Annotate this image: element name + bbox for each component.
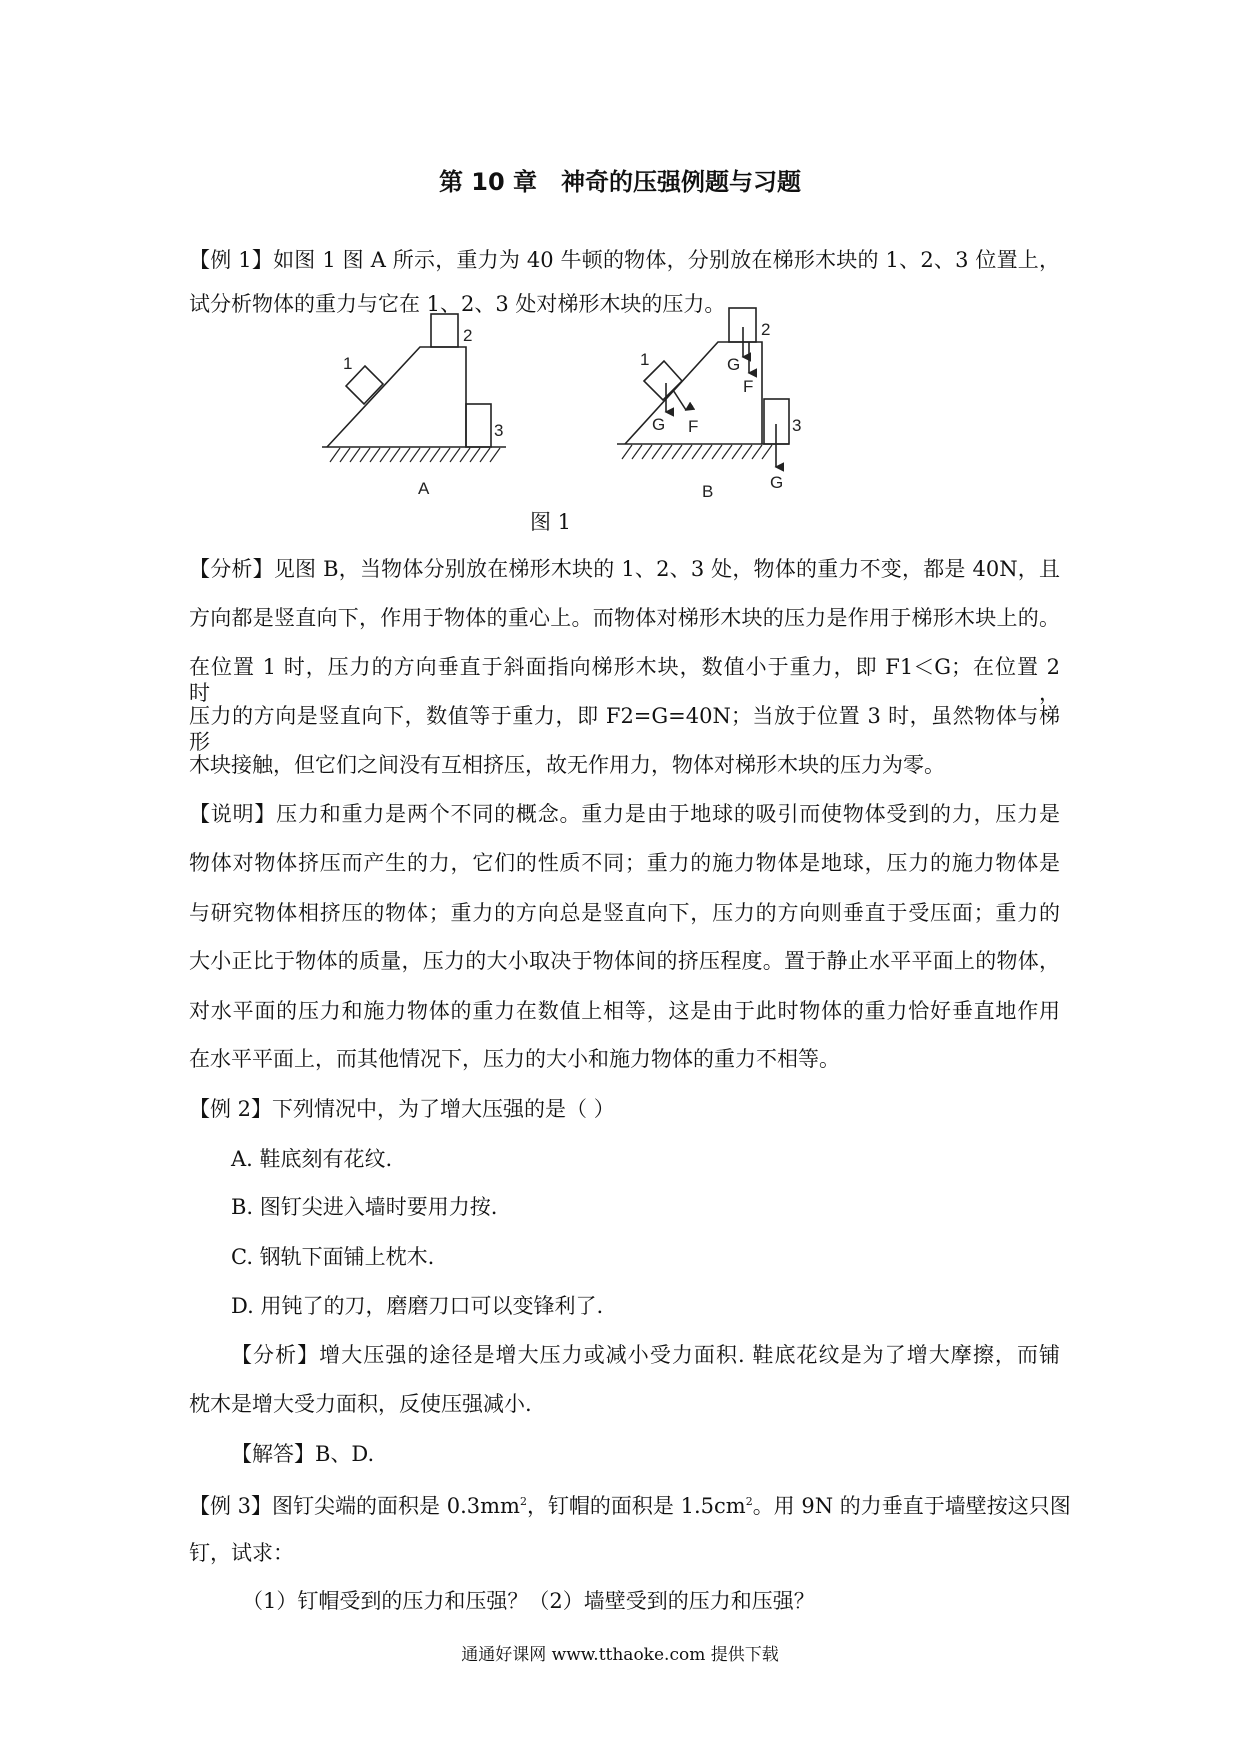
text: 。用 9N 的力垂直于墙壁按这只图 <box>752 1494 1071 1518</box>
example2-question: 【例 2】下列情况中，为了增大压强的是（ ） <box>189 1097 615 1121</box>
block-position-2 <box>431 314 458 347</box>
page-title: 第 10 章 神奇的压强例题与习题 <box>438 168 802 196</box>
figure-1 <box>0 0 1240 560</box>
analysis-line: 方向都是竖直向下，作用于物体的重心上。而物体对梯形木块的压力是作用于梯形木块上的。 <box>189 606 1060 630</box>
force-label-g: G <box>652 415 666 434</box>
arrow-f-1 <box>673 390 686 410</box>
note-line: 物体对物体挤压而产生的力，它们的性质不同；重力的施力物体是地球，压力的施力物体是 <box>189 851 1060 875</box>
label-position-1: 1 <box>640 350 650 369</box>
note-line: 【说明】压力和重力是两个不同的概念。重力是由于地球的吸引而使物体受到的力，压力是 <box>189 802 1060 826</box>
text: ，钉帽的面积是 1.5cm <box>526 1494 746 1518</box>
example2-analysis-line: 枕木是增大受力面积，反使压强减小. <box>189 1392 532 1416</box>
label-position-3: 3 <box>494 421 504 440</box>
option-d: D. 用钝了的刀，磨磨刀口可以变锋利了. <box>231 1294 604 1318</box>
note-line: 对水平面的压力和施力物体的重力在数值上相等，这是由于此时物体的重力恰好垂直地作用 <box>189 999 1060 1023</box>
footer: 通通好课网 www.tthaoke.com 提供下载 <box>461 1645 779 1665</box>
note-line: 与研究物体相挤压的物体；重力的方向总是竖直向下，压力的方向则垂直于受压面；重力的 <box>189 901 1060 925</box>
label-position-3: 3 <box>792 416 802 435</box>
superscript: 2 <box>519 1495 527 1508</box>
label-position-1: 1 <box>343 354 353 373</box>
superscript: 2 <box>745 1495 753 1508</box>
option-c: C. 钢轨下面铺上枕木. <box>231 1245 435 1269</box>
ground-hatch <box>622 445 772 459</box>
block-position-3 <box>466 404 491 447</box>
force-label-f: F <box>743 377 754 396</box>
option-a: A. 鞋底刻有花纹. <box>231 1147 393 1171</box>
label-position-2: 2 <box>761 320 771 339</box>
force-label-f: F <box>688 417 699 436</box>
ground-hatch <box>330 448 500 462</box>
analysis-line: 在位置 1 时，压力的方向垂直于斜面指向梯形木块，数值小于重力，即 F1＜G；在位置 2 时， <box>189 655 1060 705</box>
example1-line: 试分析物体的重力与它在 1、2、3 处对梯形木块的压力。 <box>189 292 726 316</box>
analysis-line: 压力的方向是竖直向下，数值等于重力，即 F2=G=40N；当放于位置 3 时，虽然物体与梯形 <box>189 704 1060 754</box>
panel-a-label: A <box>418 479 430 498</box>
analysis-line: 木块接触，但它们之间没有互相挤压，故无作用力，物体对梯形木块的压力为零。 <box>189 753 945 777</box>
example3-questions: （1）钉帽受到的压力和压强？（2）墙壁受到的压力和压强？ <box>242 1589 815 1613</box>
panel-b-label: B <box>702 482 714 501</box>
example3-line: 钉，试求： <box>189 1541 294 1565</box>
force-label-g: G <box>770 473 784 492</box>
example2-answer: 【解答】B、D. <box>231 1442 375 1466</box>
figure-panel-a <box>322 314 506 462</box>
note-line: 大小正比于物体的质量，压力的大小取决于物体间的挤压程度。置于静止水平平面上的物体， <box>189 949 1060 973</box>
example2-analysis-line: 【分析】增大压强的途径是增大压力或减小受力面积. 鞋底花纹是为了增大摩擦，而铺 <box>231 1343 1060 1367</box>
note-line: 在水平平面上，而其他情况下，压力的大小和施力物体的重力不相等。 <box>189 1047 840 1071</box>
text: 【例 3】图钉尖端的面积是 0.3mm <box>189 1494 520 1518</box>
analysis-line: 【分析】见图 B，当物体分别放在梯形木块的 1、2、3 处，物体的重力不变，都是 40N，且 <box>189 557 1060 581</box>
force-label-g: G <box>727 355 741 374</box>
example1-line: 【例 1】如图 1 图 A 所示，重力为 40 牛顿的物体，分别放在梯形木块的 1、2、3 位置上， <box>189 248 1060 272</box>
label-position-2: 2 <box>463 326 473 345</box>
example3-line <box>189 1489 1071 1519</box>
figure-caption: 图 1 <box>530 510 572 534</box>
option-b: B. 图钉尖进入墙时要用力按. <box>231 1195 498 1219</box>
